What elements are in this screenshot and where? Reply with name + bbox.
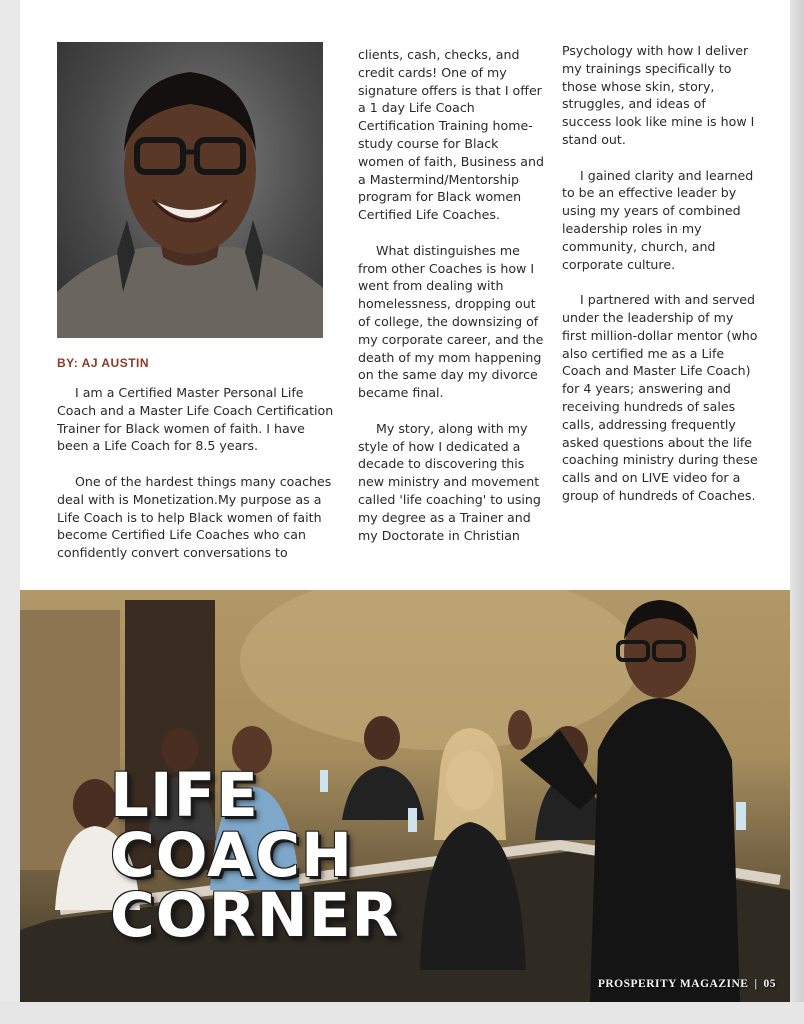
article-column-2	[358, 46, 548, 562]
page-footer	[598, 978, 776, 990]
article-column-3	[562, 42, 758, 523]
footer-separator: |	[754, 978, 758, 990]
magazine-page	[20, 0, 790, 1002]
article-paragraph: Psychology with how I deliver my trainings specifically to those whose skin, story, struggles, and ideas of success look like mine is how I stand out.	[562, 43, 755, 147]
page-edge-shadow	[790, 0, 804, 1024]
headline-line: LIFE	[110, 760, 259, 831]
page-number: 05	[763, 978, 776, 990]
headline-line: COACH	[110, 820, 354, 891]
article-paragraph: I am a Certified Master Personal Life Coach and a Master Life Coach Certification Trainer for Black women of faith. I have been a Life Coach for 8.5 years.	[57, 385, 334, 454]
article-column-1	[57, 384, 335, 580]
article-paragraph: What distinguishes me from other Coaches is how I went from dealing with homelessness, dropping out of college, the downsizing of my corporate career, and the death of my mom happening on the same day my divorce became final.	[358, 242, 544, 401]
article-paragraph: I partnered with and served under the leadership of my first million-dollar mentor (who also certified me as a Life Coach and Master Life Coach) for 4 years; answering and receiving hundreds of sales calls, addressing frequently asked questions about the life coaching ministry during these calls and on LIVE video for a group of hundreds of Coaches.	[562, 292, 758, 503]
group-coaching-photo	[20, 590, 790, 1002]
article-paragraph: One of the hardest things many coaches deal with is Monetization.My purpose as a Life Coach is to help Black women of faith become Certified Life Coaches who can confidently convert conversations to	[57, 473, 332, 561]
magazine-name: PROSPERITY MAGAZINE	[597, 978, 749, 990]
article-paragraph: My story, along with my style of how I dedicated a decade to discovering this new ministry and movement called 'life coaching' to using my degree as a Trainer and my Doctorate in Christian	[358, 420, 541, 543]
page-bottom-margin	[0, 1002, 804, 1024]
article-paragraph: clients, cash, checks, and credit cards! One of my signature offers is that I offer a 1 day Life Coach Certification Training home-study course for Black women of faith, Business and a Mastermind/Mentorship program for Black women Certified Life Coaches.	[358, 47, 544, 223]
life-coach-corner-headline	[110, 760, 400, 951]
article-paragraph: I gained clarity and learned to be an effective leader by using my years of combined leadership roles in my community, church, and corporate culture.	[562, 167, 754, 272]
author-byline: BY: AJ AUSTIN	[57, 356, 150, 370]
author-portrait-photo	[57, 42, 323, 338]
headline-line: CORNER	[110, 880, 400, 951]
